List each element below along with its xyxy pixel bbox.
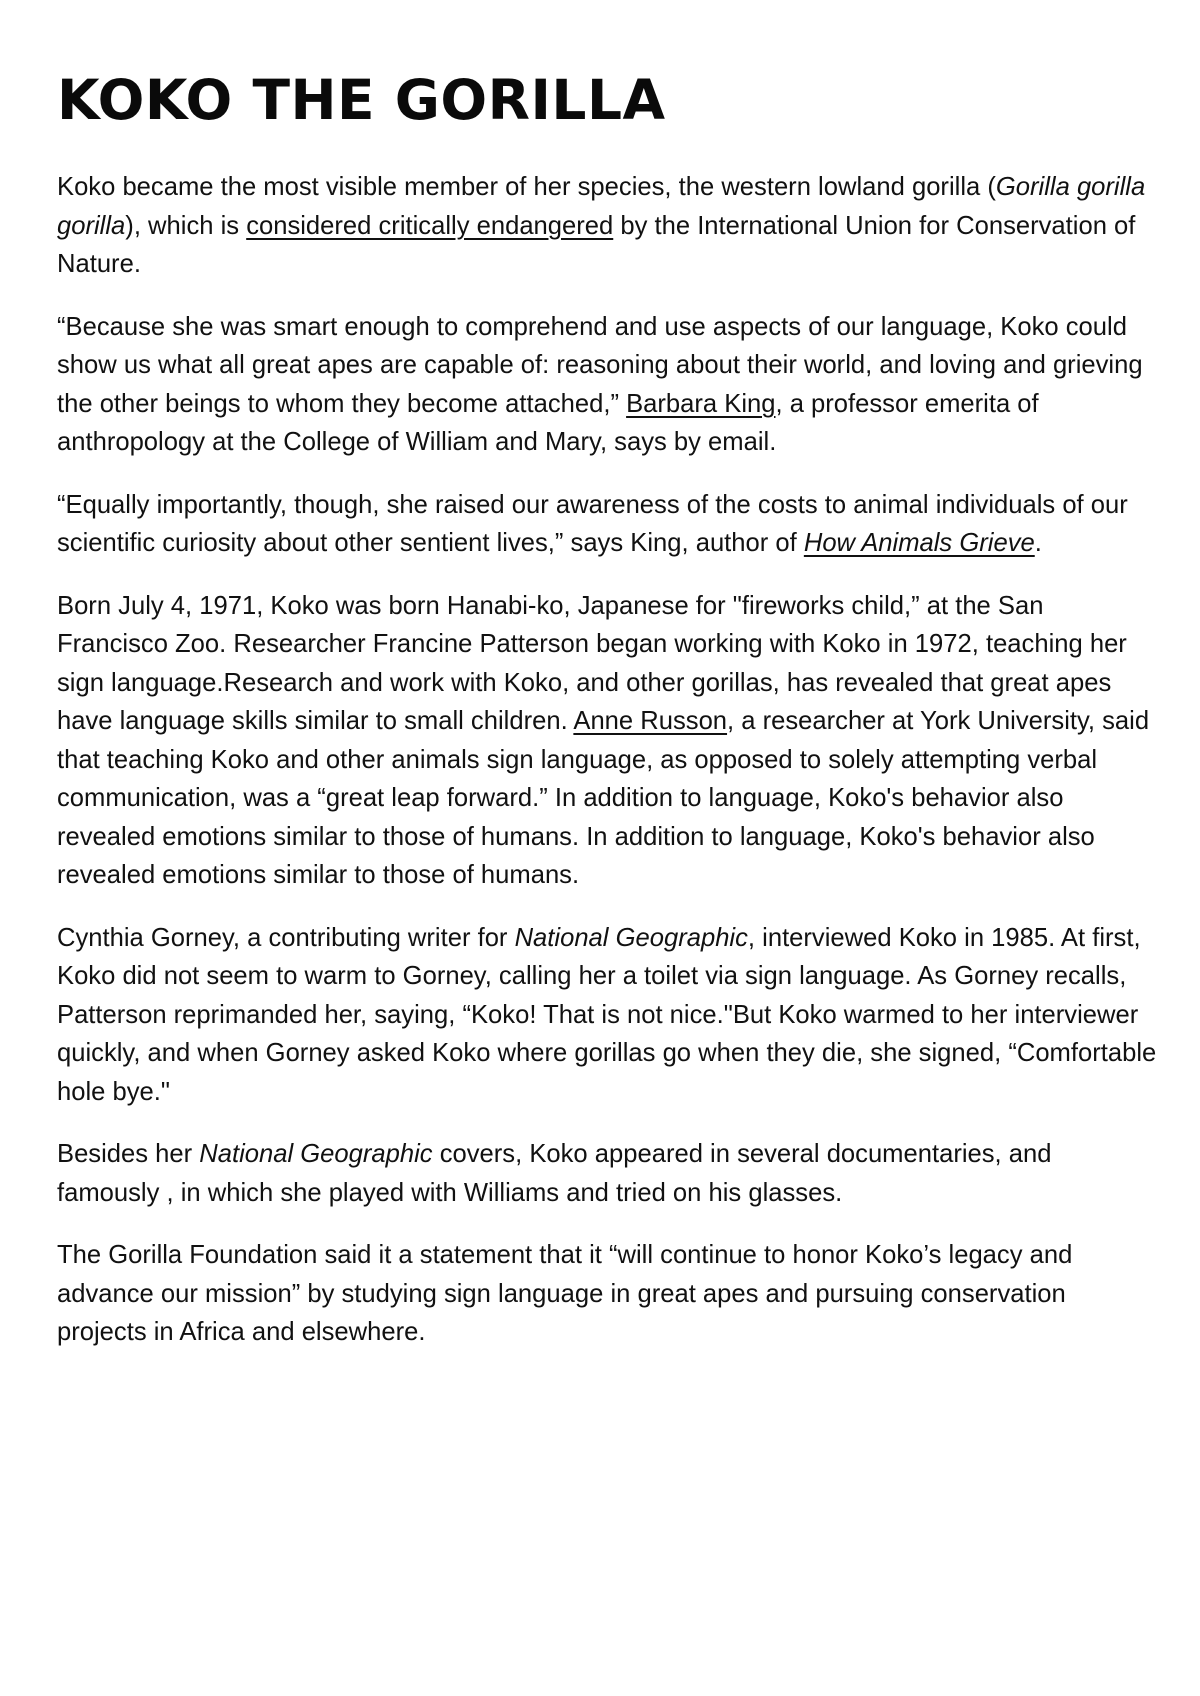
paragraph-text: , a researcher at York University, said that teaching Koko and other animals sign language, as opposed to solely attempting verbal communication, was a “great leap forward.” In addition to language, Koko's behavior also revealed emotions similar to those of humans. In addition to language, Koko's behavior also revealed emotions similar to those of humans.: [57, 707, 1150, 889]
paragraph-text: Born July 4, 1971, Koko was born Hanabi-ko, Japanese for "fireworks child,” at the San Francisco Zoo. Researcher Francine Patterson began working with Koko in 1972, teaching her sign language.Research and work with Koko, and other gorillas, has revealed that great apes have language skills similar to small children.: [57, 591, 1127, 735]
species-name: Gorilla gorilla gorilla: [57, 173, 1146, 240]
paragraph-text: Koko became the most visible member of her species, the western lowland gorilla (: [57, 173, 996, 201]
paragraph-text: .: [1034, 529, 1042, 557]
anne-russon-link[interactable]: Anne Russon: [573, 707, 728, 735]
barbara-king-link[interactable]: Barbara King: [626, 389, 776, 418]
paragraph-text: , a professor emerita of anthropology at the College of William and Mary, says by email.: [57, 389, 1039, 456]
paragraph-species: [57, 168, 1157, 284]
book-title: How Animals Grieve: [803, 529, 1035, 557]
endangered-link[interactable]: considered critically endangered: [246, 211, 614, 240]
paragraph-text: The Gorilla Foundation said it a statement that it “will continue to honor Koko’s legacy and advance our mission” by studying sign language in great apes and pursuing conservation projects in Africa and elsewhere.: [57, 1241, 1073, 1346]
paragraph-birth: [57, 587, 1157, 895]
document-page: [57, 60, 1157, 1376]
paragraph-text: covers, Koko appeared in several documentaries, and famously , in which she played with Williams and tried on his glasses.: [57, 1140, 1052, 1207]
publication-name: National Geographic: [514, 923, 748, 952]
paragraph-foundation: [57, 1236, 1157, 1352]
paragraph-text: Besides her: [57, 1140, 200, 1168]
paragraph-text: by the International Union for Conservation of Nature.: [57, 211, 1136, 278]
paragraph-king-quote: [57, 308, 1157, 462]
paragraph-documentaries: [57, 1135, 1157, 1212]
paragraph-text: “Equally importantly, though, she raised our awareness of the costs to animal individuals of our scientific curiosity about other sentient lives,” says King, author of: [57, 490, 1128, 557]
paragraph-text: “Because she was smart enough to comprehend and use aspects of our language, Koko could show us what all great apes are capable of: reasoning about their world, and loving and grieving the other beings to whom they become attached,”: [57, 312, 1143, 418]
paragraph-text: Cynthia Gorney, a contributing writer for: [57, 923, 515, 952]
publication-name: National Geographic: [199, 1140, 433, 1168]
book-link[interactable]: [804, 529, 1035, 557]
paragraph-text: ), which is: [125, 211, 247, 240]
paragraph-awareness: [57, 486, 1157, 563]
page-title: KOKO THE GORILLA: [57, 68, 666, 132]
paragraph-gorney: [57, 919, 1157, 1112]
paragraph-text: , interviewed Koko in 1985. At first, Koko did not seem to warm to Gorney, calling her a toilet via sign language. As Gorney recalls, Patterson reprimanded her, saying, “Koko! That is not nice."But Koko warmed to her interviewer quickly, and when Gorney asked Koko where gorillas go when they die, she signed, “Comfortable hole bye.": [57, 923, 1157, 1106]
